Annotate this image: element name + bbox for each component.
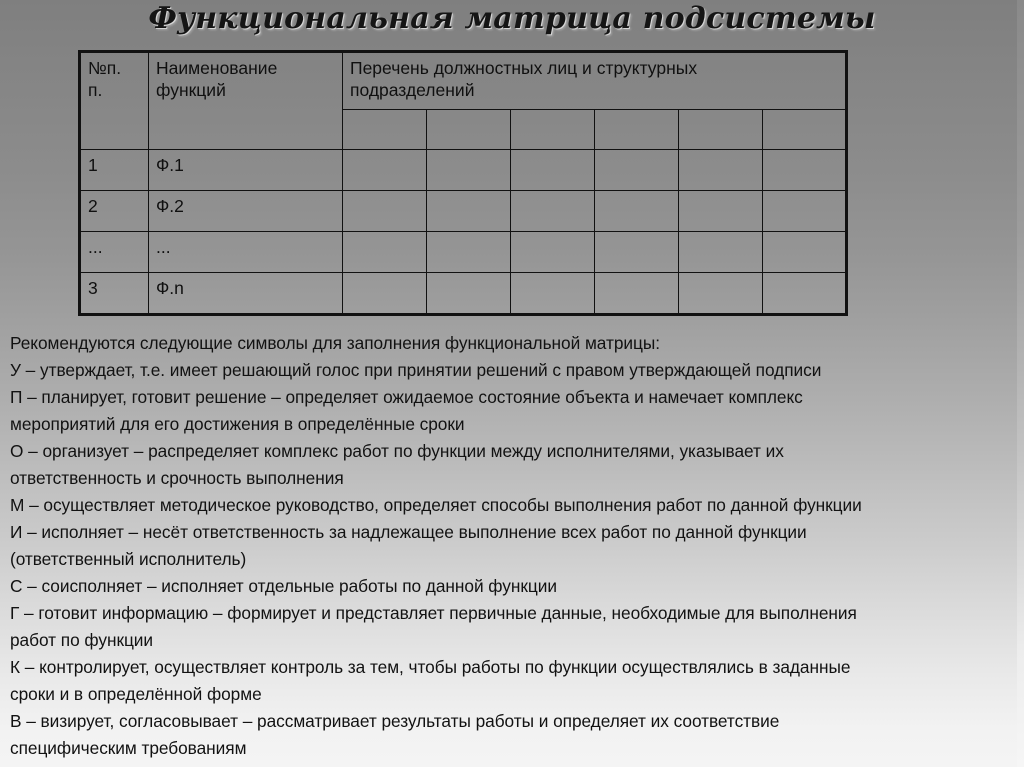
cell-person-1: [343, 232, 427, 273]
cell-person-6: [763, 150, 847, 191]
cell-person-5: [679, 191, 763, 232]
table-header: [80, 52, 847, 150]
cell-person-4: [595, 150, 679, 191]
header-cell-persons-list: [343, 52, 847, 110]
cell-number: ...: [80, 232, 149, 273]
table-body: [80, 150, 847, 315]
cell-person-4: [595, 191, 679, 232]
cell-person-5: [679, 273, 763, 315]
cell-function: Ф.1: [149, 150, 343, 191]
cell-function: ...: [149, 232, 343, 273]
cell-person-1: [343, 150, 427, 191]
cell-person-6: [763, 232, 847, 273]
right-edge-strip: [1017, 0, 1024, 767]
table-row: [80, 232, 847, 273]
legend-line: В – визирует, согласовывает – рассматривает результаты работы и определяет их соответствие: [10, 711, 780, 731]
legend-line: работ по функции: [10, 630, 154, 650]
legend-intro: Рекомендуются следующие символы для заполнения функциональной матрицы:: [10, 333, 660, 353]
header-persons-line2: подразделений: [350, 80, 475, 101]
legend-line: П – планирует, готовит решение – определяет ожидаемое состояние объекта и намечает комплекс: [10, 387, 803, 407]
header-number-line1: №п.: [88, 58, 122, 78]
legend-line: ответственность и срочность выполнения: [10, 468, 344, 488]
cell-person-2: [427, 191, 511, 232]
cell-person-1: [343, 273, 427, 315]
sub-header-cell-5: [679, 110, 763, 150]
cell-person-3: [511, 232, 595, 273]
cell-function: Ф.2: [149, 191, 343, 232]
table-header-row-main: [80, 52, 847, 110]
legend-line: О – организует – распределяет комплекс работ по функции между исполнителями, указывает их: [10, 441, 784, 461]
cell-person-6: [763, 191, 847, 232]
legend-line: (ответственный исполнитель): [10, 549, 247, 569]
cell-person-6: [763, 273, 847, 315]
cell-person-3: [511, 273, 595, 315]
header-name-line1: Наименование: [156, 58, 278, 78]
cell-person-5: [679, 232, 763, 273]
sub-header-cell-2: [427, 110, 511, 150]
legend-line: сроки и в определённой форме: [10, 684, 262, 704]
legend-line: У – утверждает, т.е. имеет решающий голос при принятии решений с правом утверждающей подписи: [10, 360, 822, 380]
cell-person-2: [427, 150, 511, 191]
cell-person-1: [343, 191, 427, 232]
cell-person-2: [427, 273, 511, 315]
sub-header-cell-1: [343, 110, 427, 150]
table-row: [80, 150, 847, 191]
table-row: [80, 273, 847, 315]
table-row: [80, 191, 847, 232]
sub-header-cell-6: [763, 110, 847, 150]
cell-person-3: [511, 150, 595, 191]
legend-line: С – соисполняет – исполняет отдельные работы по данной функции: [10, 576, 557, 596]
symbols-legend: [10, 330, 1014, 762]
page-title: Функциональная матрица подсистемы: [148, 1, 876, 36]
cell-person-4: [595, 232, 679, 273]
sub-header-cell-3: [511, 110, 595, 150]
header-cell-number: [80, 52, 149, 150]
functional-matrix-table: [78, 50, 848, 316]
header-cell-function-name: [149, 52, 343, 150]
legend-line: К – контролирует, осуществляет контроль за тем, чтобы работы по функции осуществлялись в заданные: [10, 657, 851, 677]
cell-number: 3: [80, 273, 149, 315]
cell-person-5: [679, 150, 763, 191]
cell-person-4: [595, 273, 679, 315]
cell-person-2: [427, 232, 511, 273]
cell-function: Ф.n: [149, 273, 343, 315]
legend-line: специфическим требованиям: [10, 738, 247, 758]
header-name-line2: функций: [156, 80, 226, 101]
legend-line: мероприятий для его достижения в определённые сроки: [10, 414, 465, 434]
sub-header-cell-4: [595, 110, 679, 150]
legend-line: И – исполняет – несёт ответственность за надлежащее выполнение всех работ по данной функции: [10, 522, 807, 542]
cell-person-3: [511, 191, 595, 232]
legend-line: М – осуществляет методическое руководство, определяет способы выполнения работ по данной функции: [10, 495, 862, 515]
header-number-line2: п.: [88, 80, 103, 101]
cell-number: 1: [80, 150, 149, 191]
header-persons-line1: Перечень должностных лиц и структурных: [350, 58, 698, 78]
legend-line: Г – готовит информацию – формирует и представляет первичные данные, необходимые для выполнения: [10, 603, 857, 623]
cell-number: 2: [80, 191, 149, 232]
